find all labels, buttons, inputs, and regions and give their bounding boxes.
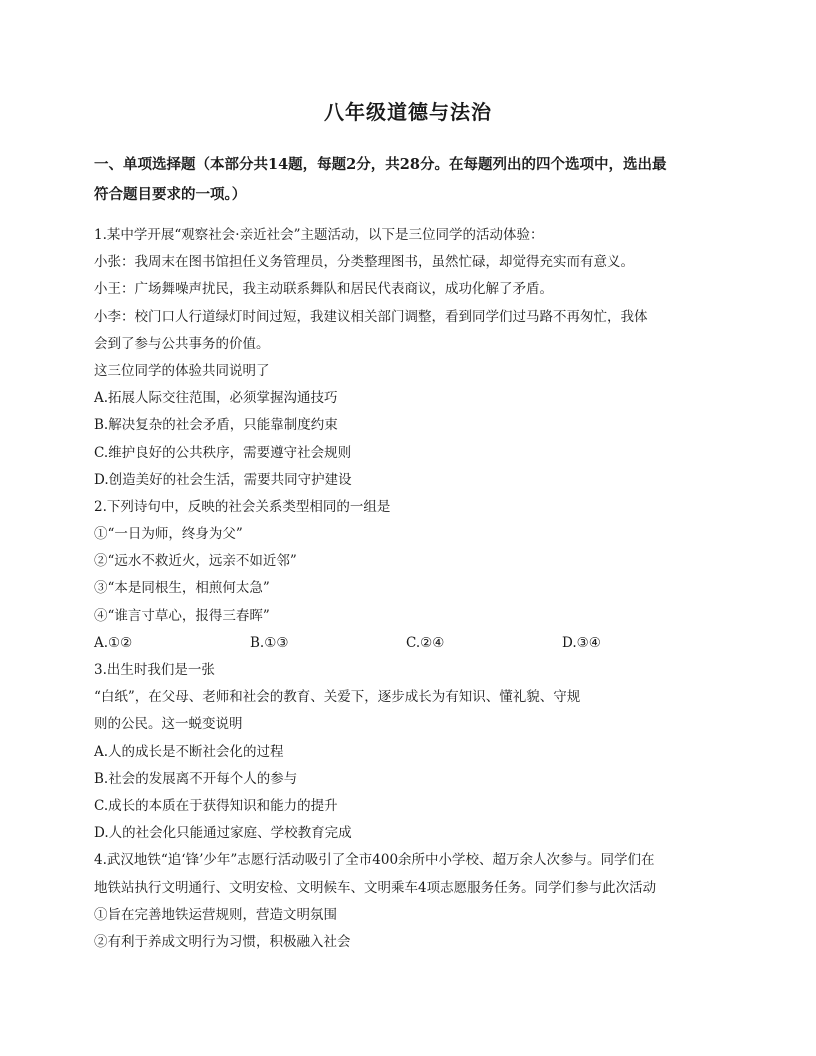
q1-material-li-line-1: 小李：校门口人行道绿灯时间过短，我建议相关部门调整，看到同学们过马路不再匆忙，我体 [94, 308, 648, 325]
q3-stem-line-1: 3.出生时我们是一张 [94, 662, 215, 678]
q1-option-d: D.创造美好的社会生活，需要共同守护建设 [94, 471, 352, 488]
section-heading-line-2: 符合题目要求的一项。） [94, 186, 247, 203]
q2-statement-1: ①“一日为师，终身为父” [94, 526, 243, 543]
q4-statement-2: ②有利于养成文明行为习惯，积极融入社会 [94, 933, 351, 950]
q3-stem-line-3: 则的公民。这一蜕变说明 [94, 716, 243, 733]
q2-stem: 2.下列诗句中，反映的社会关系类型相同的一组是 [94, 498, 391, 515]
q4-stem-line-2: 地铁站执行文明通行、文明安检、文明候车、文明乘车4项志愿服务任务。同学们参与此次活动 [94, 879, 657, 896]
q1-option-a: A.拓展人际交往范围，必须掌握沟通技巧 [94, 390, 338, 407]
q3-option-a: A.人的成长是不断社会化的过程 [94, 743, 284, 760]
q2-option-a: A.①② [94, 634, 133, 651]
q4-stem-line-1: 4.武汉地铁“追‘锋’少年”志愿行活动吸引了全市400余所中小学校、超万余人次参与。同学们在 [94, 852, 655, 869]
q3-option-b: B.社会的发展离不开每个人的参与 [94, 770, 298, 787]
q2-statement-4: ④“谁言寸草心，报得三春晖” [94, 607, 270, 624]
q3-option-d: D.人的社会化只能通过家庭、学校教育完成 [94, 825, 352, 842]
q1-material-wang: 小王：广场舞噪声扰民，我主动联系舞队和居民代表商议，成功化解了矛盾。 [94, 281, 553, 298]
q2-option-c: C.②④ [406, 634, 445, 651]
q2-option-d: D.③④ [562, 634, 601, 651]
q1-material-li-line-2: 会到了参与公共事务的价值。 [94, 335, 270, 352]
q1-option-b: B.解决复杂的社会矛盾，只能靠制度约束 [94, 417, 338, 434]
q3-option-c: C.成长的本质在于获得知识和能力的提升 [94, 797, 338, 814]
questions-body [94, 222, 734, 956]
exam-title: 八年级道德与法治 [324, 100, 492, 124]
section-heading-line-1: 一、单项选择题（本部分共14题，每题2分，共28分。在每题列出的四个选项中，选出最 [94, 156, 667, 173]
q2-option-b: B.①③ [250, 634, 289, 651]
q1-option-c: C.维护良好的公共秩序，需要遵守社会规则 [94, 444, 352, 461]
q4-statement-1: ①旨在完善地铁运营规则，营造文明氛围 [94, 906, 337, 923]
q3-stem-line-2: “白纸”，在父母、老师和社会的教育、关爱下，逐步成长为有知识、懂礼貌、守规 [94, 689, 581, 706]
section-heading [94, 150, 726, 210]
q2-statement-2: ②“远水不救近火，远亲不如近邻” [94, 553, 297, 570]
q2-options [94, 630, 734, 657]
q1-material-zhang: 小张：我周末在图书馆担任义务管理员，分类整理图书，虽然忙碌，却觉得充实而有意义。 [94, 254, 634, 271]
q2-statement-3: ③“本是同根生，相煎何太急” [94, 580, 270, 597]
q1-question: 这三位同学的体验共同说明了 [94, 362, 270, 379]
q1-stem: 1.某中学开展“观察社会·亲近社会”主题活动，以下是三位同学的活动体验： [94, 227, 544, 243]
